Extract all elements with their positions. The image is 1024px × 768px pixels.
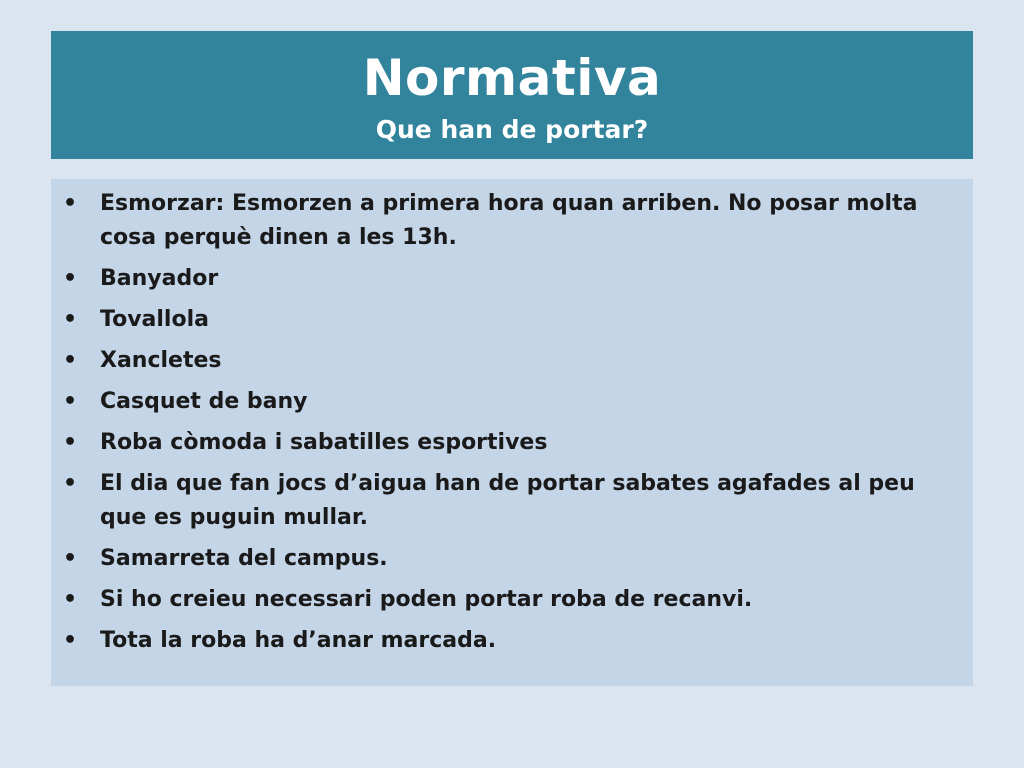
list-item-text: Samarreta del campus. — [100, 546, 388, 571]
list-item — [61, 426, 959, 460]
bullet-icon: • — [63, 587, 78, 612]
title-box — [51, 31, 973, 159]
bullet-icon: • — [63, 430, 78, 455]
list-item — [61, 262, 959, 296]
list-item — [61, 542, 959, 576]
bullet-icon: • — [63, 307, 78, 332]
list-item-text: Banyador — [100, 266, 219, 291]
bullet-icon: • — [63, 266, 78, 291]
bullet-icon: • — [63, 348, 78, 373]
bullet-icon: • — [63, 191, 78, 216]
list-item — [61, 624, 959, 658]
list-item — [61, 344, 959, 378]
list-item-text: Casquet de bany — [100, 389, 308, 414]
bullet-icon: • — [63, 628, 78, 653]
bullet-list — [61, 187, 959, 658]
bullet-icon: • — [63, 471, 78, 496]
list-item — [61, 467, 959, 535]
slide-title: Normativa — [362, 48, 662, 107]
list-item — [61, 303, 959, 337]
list-item-text: Si ho creieu necessari poden portar roba de recanvi. — [100, 587, 753, 612]
list-item-text: El dia que fan jocs d’aigua han de portar sabates agafades al peu que es puguin mullar. — [100, 471, 915, 530]
list-item-text: Tota la roba ha d’anar marcada. — [100, 628, 497, 653]
slide-subtitle: Que han de portar? — [375, 114, 649, 144]
list-item — [61, 385, 959, 419]
list-item — [61, 583, 959, 617]
list-item-text: Tovallola — [100, 307, 209, 332]
list-item-text: Esmorzar: Esmorzen a primera hora quan arriben. No posar molta cosa perquè dinen a les 13h. — [100, 191, 918, 250]
bullet-icon: • — [63, 389, 78, 414]
content-box — [51, 179, 973, 686]
bullet-icon: • — [63, 546, 78, 571]
list-item-text: Roba còmoda i sabatilles esportives — [100, 430, 548, 455]
list-item — [61, 187, 959, 255]
list-item-text: Xancletes — [100, 348, 222, 373]
